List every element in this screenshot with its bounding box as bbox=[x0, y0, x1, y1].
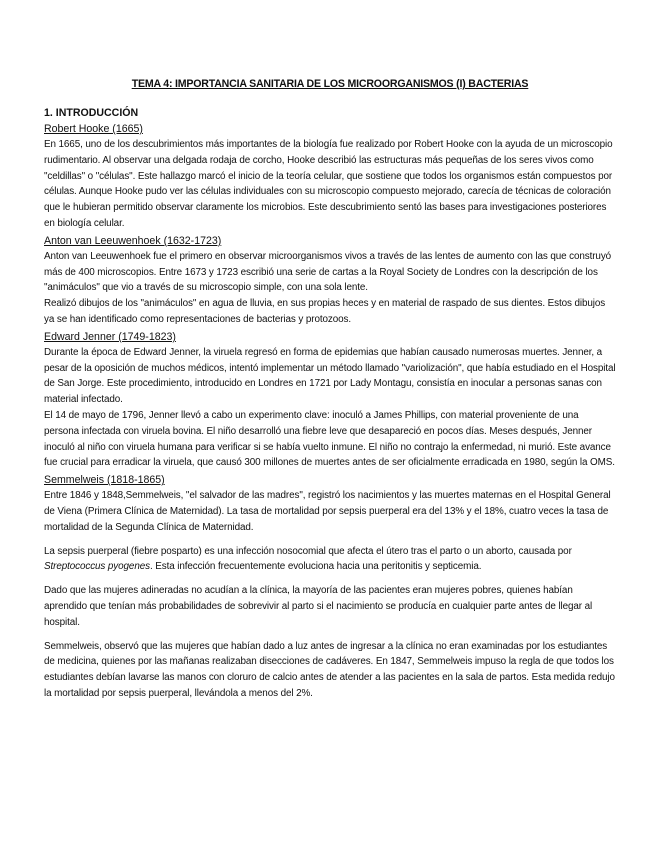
leeuwenhoek-paragraph-2: Realizó dibujos de los "animáculos" en agua de lluvia, en sus propias heces y en material de raspado de sus dientes. Estos dibujos ya se han identificado como representaciones de bacterias y protozoos. bbox=[44, 298, 606, 325]
sepsis-text-start: La sepsis puerperal (fiebre posparto) es una infección nosocomial que afecta el útero tras el parto o un aborto, causada por bbox=[44, 545, 572, 557]
hooke-paragraph: En 1665, uno de los descubrimientos más importantes de la biología fue realizado por Robert Hooke con la ayuda de un microscopio rudimentario. Al observar una delgada rodaja de corcho, Hooke describió las estructuras más pequeñas de los seres vivos como "celdillas" o "células". Este hallazgo marcó el inicio de la teoría celular, que sostiene que todos los organismos están compuestos por células. Aunque Hooke pudo ver las células individuales con su microscopio compuesto mejorado, carecía de técnicas de coloración que le hubieran permitido observar claramente los microbios. Este descubrimiento sentó las bases para investigaciones posteriores en biología celular. bbox=[44, 139, 613, 229]
hooke-heading: Robert Hooke (1665) bbox=[44, 123, 143, 135]
semmelweis-heading: Semmelweis (1818-1865) bbox=[44, 474, 165, 487]
jenner-paragraph-2: El 14 de mayo de 1796, Jenner llevó a cabo un experimento clave: inoculó a James Phillips, con material proveniente de una persona infectada con viruela bovina. El niño desarrolló una fiebre leve que desapareció en pocos días. Meses después, Jenner inoculó al niño con viruela humana para verificar si se había vuelto inmune. El niño no contrajo la enfermedad, ni murió. Este avance fue crucial para erradicar la viruela, que causó 300 millones de muertes antes de ser oficialmente erradicada en 1980, según la OMS. bbox=[44, 409, 615, 469]
leeuwenhoek-paragraph-1: Anton van Leeuwenhoek fue el primero en observar microorganismos vivos a través de las lentes de aumento con las que construyó más de 400 microscopios. Entre 1673 y 1723 escribió una serie de cartas a la Royal Society de Londres con la descripción de los "animáculos" que vio a través de su microscopio simple, con una sola lente. bbox=[44, 250, 612, 294]
semmelweis-paragraph-1: Entre 1846 y 1848,Semmelweis, "el salvador de las madres", registró los nacimientos y las muertes maternas en el Hospital General de Viena (Primera Clínica de Maternidad). La tasa de mortalidad por sepsis puerperal era del 13% y el 18%, cuatro veces la tasa de mortalidad de la Segunda Clínica de Maternidad. bbox=[44, 490, 611, 533]
section-heading: 1. INTRODUCCIÓN bbox=[44, 107, 139, 119]
semmelweis-paragraph-3: Dado que las mujeres adineradas no acudían a la clínica, la mayoría de las pacientes eran mujeres pobres, quienes habían aprendido que tenían más probabilidades de sobrevivir al parto si el nacimiento se producía en cualquier parte antes de llegar al hospital. bbox=[44, 585, 593, 628]
document-page bbox=[44, 78, 616, 702]
species-name: Streptococcus pyogenes bbox=[44, 561, 150, 573]
sepsis-text-end: . Esta infección frecuentemente evoluciona hacia una peritonitis y septicemia. bbox=[149, 561, 482, 573]
jenner-paragraph-1: Durante la época de Edward Jenner, la viruela regresó en forma de epidemias que habían causado numerosas muertes. Jenner, a pesar de la oposición de muchos médicos, intentó implementar un método llamado "variolización", que había estudiado en el Hospital de San Jorge. Este procedimiento, introducido en Londres en 1721 por Lady Montagu, consistía en inocular a personas sanas con material infectado. bbox=[44, 346, 616, 406]
leeuwenhoek-heading: Anton van Leeuwenhoek (1632-1723) bbox=[44, 234, 222, 247]
semmelweis-paragraph-4: Semmelweis, observó que las mujeres que habían dado a luz antes de ingresar a la clínica no eran examinadas por los estudiantes de medicina, quienes por las mañanas realizaban disecciones de cadáveres. En 1847, Semmelweis impuso la regla de que todos los estudiantes debían lavarse las manos con cloruro de calcio antes de atender a las pacientes en la sala de partos. Esta medida redujo la mortalidad por sepsis puerperal, llevándola a menos del 2%. bbox=[44, 640, 615, 699]
document-title: TEMA 4: IMPORTANCIA SANITARIA DE LOS MICROORGANISMOS (I) BACTERIAS bbox=[131, 78, 529, 90]
semmelweis-paragraph-2 bbox=[44, 544, 616, 576]
jenner-heading: Edward Jenner (1749-1823) bbox=[44, 330, 176, 343]
